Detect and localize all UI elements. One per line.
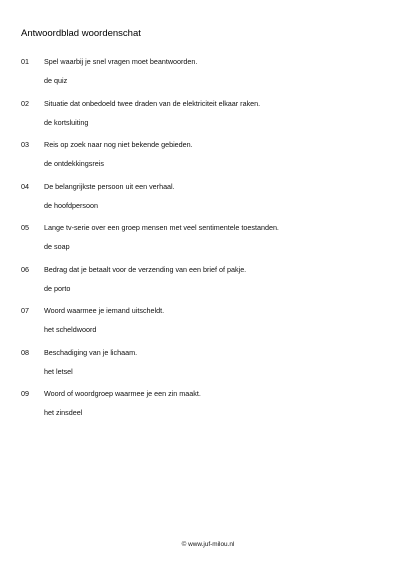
entry-number: 07: [21, 306, 29, 315]
entry-answer: de quiz: [44, 76, 68, 85]
entry-answer: de kortsluiting: [44, 117, 89, 127]
entry-question: Beschadiging van je lichaam.: [44, 347, 138, 357]
list-item: [0, 140, 416, 182]
list-item: [0, 348, 416, 390]
entry-question: Lange tv-serie over een groep mensen met veel sentimentele toestanden.: [44, 223, 279, 232]
entry-answer: de ontdekkingsreis: [44, 159, 104, 168]
entry-number: 06: [21, 264, 29, 274]
list-item: [0, 99, 416, 141]
entry-question: Woord waarmee je iemand uitscheldt.: [44, 306, 165, 315]
footer-credit: © www.juf-milou.nl: [181, 541, 235, 548]
entry-answer: het zinsdeel: [44, 408, 83, 417]
entry-number: 02: [21, 98, 29, 108]
list-item: [0, 182, 416, 224]
entry-question: Spel waarbij je snel vragen moet beantwoorden.: [44, 57, 198, 66]
entry-question: Bedrag dat je betaalt voor de verzending van een brief of pakje.: [44, 264, 247, 274]
list-item: [0, 265, 416, 307]
entry-number: 05: [21, 223, 29, 232]
entry-number: 01: [21, 57, 29, 66]
entry-answer: het scheldwoord: [44, 325, 97, 334]
entry-answer: het letsel: [44, 366, 73, 376]
entry-number: 04: [21, 181, 29, 191]
list-item: [0, 57, 416, 99]
page-title: Antwoordblad woordenschat: [21, 28, 141, 39]
entry-question: Situatie dat onbedoeld twee draden van de elektriciteit elkaar raken.: [44, 98, 261, 108]
entry-number: 08: [21, 347, 29, 357]
entry-answer: de porto: [44, 283, 71, 293]
entry-question: Reis op zoek naar nog niet bekende gebieden.: [44, 140, 193, 149]
list-item: [0, 223, 416, 265]
entry-answer: de hoofdpersoon: [44, 200, 98, 210]
entry-list: [0, 57, 416, 431]
entry-answer: de soap: [44, 242, 70, 251]
entry-question: De belangrijkste persoon uit een verhaal.: [44, 181, 175, 191]
entry-number: 03: [21, 140, 29, 149]
entry-number: 09: [21, 389, 29, 398]
entry-question: Woord of woordgroep waarmee je een zin maakt.: [44, 389, 201, 398]
list-item: [0, 306, 416, 348]
list-item: [0, 389, 416, 431]
